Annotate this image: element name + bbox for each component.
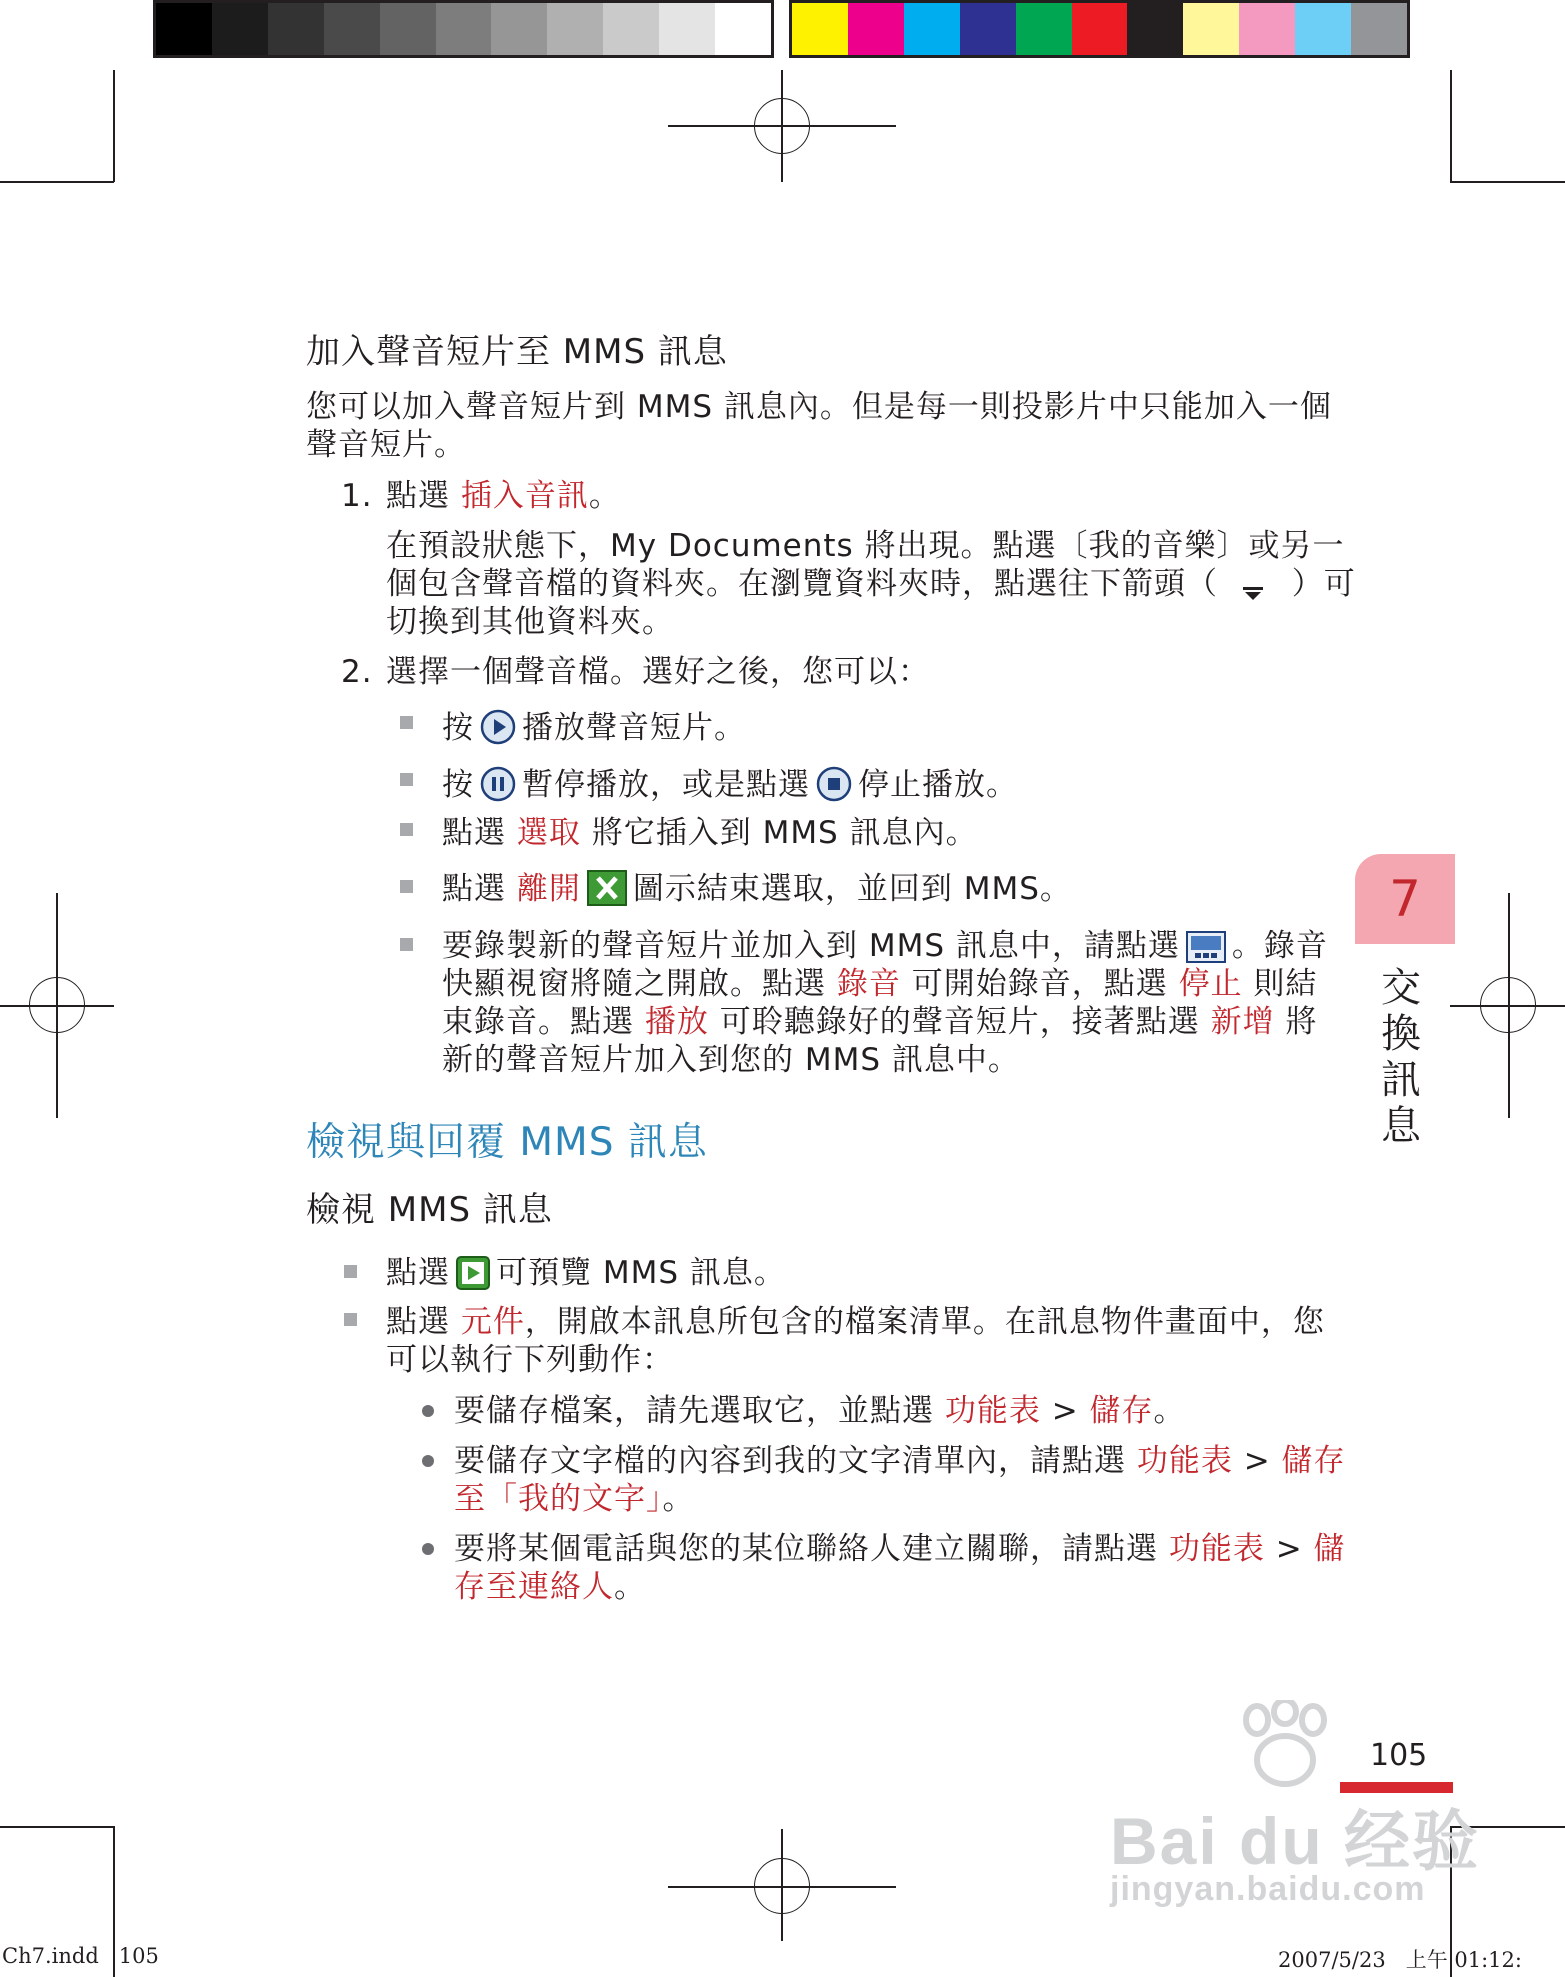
bullet-text: 要將某個電話與您的某位聯絡人建立關聯，請點選 (454, 1531, 1169, 1567)
close-x-icon[interactable] (587, 870, 627, 915)
bullet-text: ，開啟本訊息所包含的檔案清單。在訊息物件畫面中，您 (524, 1304, 1325, 1340)
bullet-dot (422, 1543, 434, 1555)
bullet-record (442, 965, 1317, 1003)
intro-line: 聲音短片。 (306, 427, 466, 463)
bullet-text: 要儲存文字檔的內容到我的文字清單內，請點選 (454, 1443, 1137, 1479)
bullet-text: 快顯視窗將隨之開啟。點選 (442, 966, 837, 1002)
menu-separator: > (1232, 1443, 1282, 1479)
gray-swatch (659, 3, 715, 55)
bullet-text: 要錄製新的聲音短片並加入到 MMS 訊息中，請點選 (442, 928, 1180, 964)
color-swatch (1183, 3, 1239, 55)
bullet-square (400, 823, 413, 836)
bullet-text: 將它插入到 MMS 訊息內。 (580, 815, 978, 851)
gray-swatch (156, 3, 212, 55)
menu-separator: > (1264, 1531, 1314, 1567)
bullet-text: 要儲存檔案，請先選取它，並點選 (454, 1393, 945, 1429)
bullet-square (344, 1313, 357, 1326)
subheading-view-mms: 檢視 MMS 訊息 (306, 1190, 553, 1230)
registration-mark (1480, 977, 1536, 1033)
watermark-url: jingyan.baidu.com (1110, 1870, 1426, 1908)
bullet-leave (442, 870, 1072, 915)
bullet-text: 點選 (386, 1255, 450, 1291)
step-number: 2. (341, 654, 373, 690)
bullet-select (442, 814, 978, 852)
paw-logo-icon (1235, 1700, 1335, 1794)
preview-icon[interactable] (456, 1256, 490, 1299)
bullet-text: 。 (614, 1569, 646, 1605)
bullet-text: 暫停播放，或是點選 (522, 767, 810, 803)
crop-mark (1450, 70, 1452, 182)
bullet-components (386, 1303, 1325, 1341)
color-swatch (904, 3, 960, 55)
sub-bullet-save-file (454, 1392, 1186, 1430)
stop-icon[interactable] (816, 766, 852, 811)
step-1-desc: 切換到其他資料夾。 (386, 604, 674, 640)
chapter-label-char: 訊 (1381, 1057, 1421, 1103)
crop-mark (1450, 181, 1565, 183)
step-2-text: 選擇一個聲音檔。選好之後，您可以： (386, 654, 930, 690)
save-to-my-text-link[interactable]: 儲存 (1281, 1443, 1346, 1479)
bullet-square (400, 773, 413, 786)
bullet-text: 點選 (386, 1304, 461, 1340)
bullet-text: 圖示結束選取，並回到 MMS。 (632, 871, 1072, 907)
bullet-text: 將 (1274, 1004, 1318, 1040)
step-desc-text: ）可 (1291, 566, 1356, 602)
bullet-text: 可預覽 MMS 訊息。 (496, 1255, 786, 1291)
sub-bullet-save-contact (454, 1568, 646, 1606)
color-swatch (1127, 3, 1183, 55)
bullet-square (400, 716, 413, 729)
menu-link[interactable]: 功能表 (944, 1393, 1041, 1429)
insert-audio-link[interactable]: 插入音訊 (460, 478, 589, 514)
save-link[interactable]: 儲存 (1089, 1393, 1154, 1429)
color-swatch (1295, 3, 1351, 55)
footer-timestamp: 2007/5/23 上午 01:12: (1278, 1948, 1522, 1972)
bullet-record (442, 1003, 1317, 1041)
crop-mark (0, 181, 114, 183)
bullet-text: 點選 (442, 871, 517, 907)
color-calibration-bar (789, 0, 1410, 58)
gray-swatch (212, 3, 268, 55)
record-link[interactable]: 錄音 (836, 966, 901, 1002)
bullet-play (442, 709, 746, 754)
gray-swatch (324, 3, 380, 55)
color-swatch (1072, 3, 1128, 55)
sub-bullet-save-text (454, 1442, 1346, 1480)
step-text: 。 (588, 478, 621, 514)
bullet-text: 播放聲音短片。 (522, 710, 746, 746)
section-heading-add-audio: 加入聲音短片至 MMS 訊息 (306, 332, 728, 372)
gray-swatch (547, 3, 603, 55)
color-swatch (1239, 3, 1295, 55)
bullet-preview (386, 1254, 786, 1299)
chapter-label (1378, 965, 1424, 1149)
chapter-number-tab: 7 (1355, 854, 1455, 944)
bullet-pause-stop (442, 766, 1018, 811)
bullet-text: 按 (442, 767, 474, 803)
pause-icon[interactable] (480, 766, 516, 811)
page-number: 105 (1370, 1738, 1428, 1773)
bullet-dot (422, 1405, 434, 1417)
save-to-contact-link[interactable]: 儲 (1313, 1531, 1346, 1567)
bullet-text: 可開始錄音，點選 (900, 966, 1179, 1002)
chapter-label-char: 交 (1381, 965, 1421, 1011)
bullet-text: 停止播放。 (858, 767, 1018, 803)
footer-file-info: Ch7.indd 105 (2, 1944, 159, 1968)
menu-link[interactable]: 功能表 (1136, 1443, 1233, 1479)
bullet-text: 點選 (442, 815, 517, 851)
sub-bullet-save-text (454, 1480, 695, 1518)
section-heading-view-reply: 檢視與回覆 MMS 訊息 (306, 1120, 708, 1165)
chapter-label-char: 換 (1381, 1011, 1421, 1057)
bullet-square (344, 1265, 357, 1278)
menu-separator: > (1040, 1393, 1090, 1429)
bullet-dot (422, 1455, 434, 1467)
crop-mark (113, 70, 115, 182)
grayscale-calibration-bar (153, 0, 774, 58)
color-swatch (960, 3, 1016, 55)
down-arrow-icon (1243, 572, 1263, 610)
menu-link[interactable]: 功能表 (1168, 1531, 1265, 1567)
color-swatch (1016, 3, 1072, 55)
watermark-brand: Bai du 经验 (1110, 1804, 1481, 1878)
bullet-square (400, 880, 413, 893)
gray-swatch (436, 3, 492, 55)
play-icon[interactable] (480, 709, 516, 754)
gray-swatch (715, 3, 771, 55)
step-text: 點選 (386, 478, 461, 514)
registration-mark (754, 1858, 810, 1914)
select-link[interactable]: 選取 (516, 815, 581, 851)
registration-mark (29, 977, 85, 1033)
intro-line: 您可以加入聲音短片到 MMS 訊息內。但是每一則投影片中只能加入一個 (306, 389, 1332, 425)
bullet-text: 按 (442, 710, 474, 746)
bullet-text: 則結 (1242, 966, 1318, 1002)
bullet-components: 可以執行下列動作： (386, 1342, 674, 1378)
crop-mark (0, 1826, 114, 1828)
color-swatch (792, 3, 848, 55)
step-desc-text: 個包含聲音檔的資料夾。在瀏覽資料夾時，點選往下箭頭（ (386, 566, 1218, 602)
save-to-my-text-link[interactable]: 至「我的文字」 (454, 1481, 663, 1517)
step-number: 1. (341, 478, 373, 514)
bullet-text: 束錄音。點選 (442, 1004, 645, 1040)
bullet-record: 新的聲音短片加入到您的 MMS 訊息中。 (442, 1042, 1020, 1078)
sub-bullet-save-contact (454, 1530, 1346, 1568)
gray-swatch (603, 3, 659, 55)
gray-swatch (380, 3, 436, 55)
gray-swatch (268, 3, 324, 55)
step-1-text (386, 477, 621, 515)
bullet-text: 。錄音 (1231, 928, 1328, 964)
color-swatch (848, 3, 904, 55)
add-link[interactable]: 新增 (1210, 1004, 1275, 1040)
save-to-contact-link[interactable]: 存至連絡人 (454, 1569, 614, 1605)
components-link[interactable]: 元件 (460, 1304, 525, 1340)
bullet-text: 可聆聽錄好的聲音短片，接著點選 (708, 1004, 1211, 1040)
bullet-text: 。 (662, 1481, 695, 1517)
gray-swatch (491, 3, 547, 55)
bullet-text: 。 (1153, 1393, 1186, 1429)
registration-mark (754, 98, 810, 154)
leave-link[interactable]: 離開 (516, 871, 581, 907)
play-link[interactable]: 播放 (644, 1004, 709, 1040)
stop-link[interactable]: 停止 (1178, 966, 1243, 1002)
color-swatch (1351, 3, 1407, 55)
bullet-square (400, 938, 413, 951)
chapter-label-char: 息 (1381, 1103, 1421, 1149)
step-1-desc: 在預設狀態下，My Documents 將出現。點選〔我的音樂〕或另一 (386, 528, 1345, 564)
